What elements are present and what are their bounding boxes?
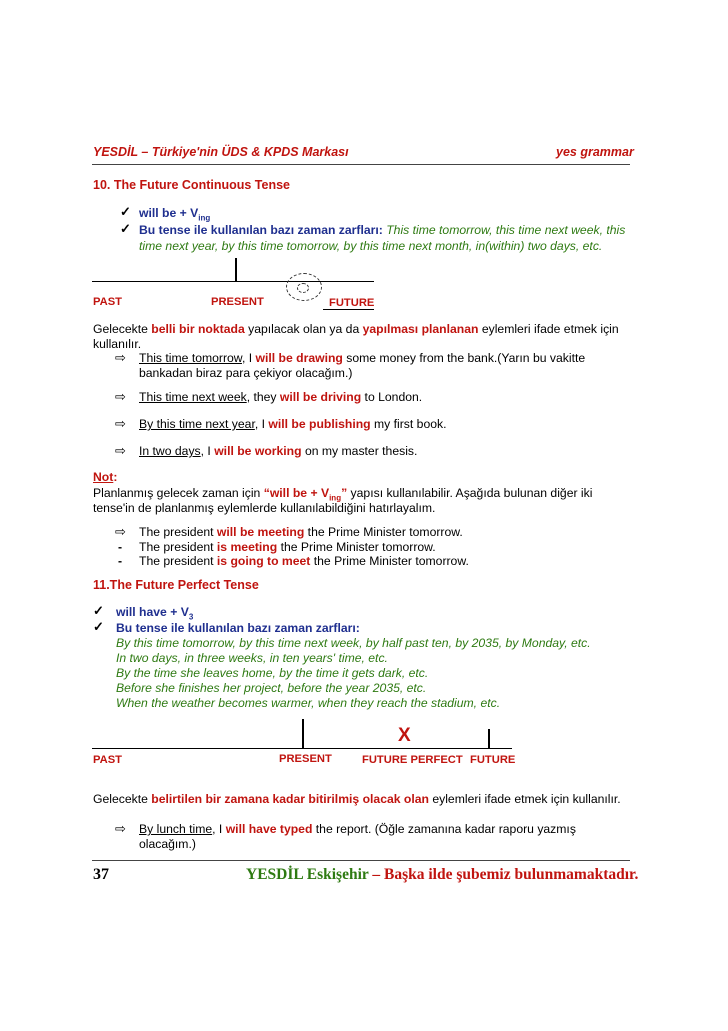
dash-marker: - <box>118 554 123 568</box>
arrow-icon: ⇨ <box>115 389 126 404</box>
s11-adverb-line-5: When the weather becomes warmer, when they reach the stadium, etc. <box>116 696 501 710</box>
s11-example-1-line2: olacağım.) <box>139 837 196 851</box>
s10-adverbs-line2: time next year, by this time tomorrow, by this time next month, in(within) two days, etc. <box>139 239 603 253</box>
present-tick <box>235 258 237 281</box>
s11-adverb-line-3: By the time she leaves home, by the time it gets dark, etc. <box>116 666 429 680</box>
footer-rule <box>92 860 630 861</box>
label-past: PAST <box>93 754 123 766</box>
check-icon: ✓ <box>120 221 131 236</box>
label-present: PRESENT <box>211 296 264 308</box>
s10-description-line1: Gelecekte belli bir noktada yapılacak olan ya da yapılması planlanan eylemleri ifade etmek için <box>93 322 619 336</box>
header-title: YESDİL – Türkiye'nin ÜDS & KPDS Markası <box>93 145 349 159</box>
arrow-icon: ⇨ <box>115 524 126 539</box>
arrow-icon: ⇨ <box>115 821 126 836</box>
present-tick <box>302 719 304 748</box>
header-rule <box>92 164 630 165</box>
completion-x-mark: X <box>398 725 411 746</box>
s11-adverbs-label: Bu tense ile kullanılan bazı zaman zarfları: <box>116 621 360 635</box>
s11-adverb-line-2: In two days, in three weeks, in ten years' time, etc. <box>116 651 388 665</box>
future-underline <box>323 309 374 310</box>
check-icon: ✓ <box>93 603 104 618</box>
note-label: Not: <box>93 470 118 484</box>
footer-text: YESDİL Eskişehir – Başka ilde şubemiz bulunmamaktadır. <box>246 866 639 883</box>
note-line1: Planlanmış gelecek zaman için “will be + $V_{ing}$” yapısı kullanılabilir. Aşağıda bulunan diğer iki <box>93 486 593 503</box>
arrow-icon: ⇨ <box>115 350 126 365</box>
s10-example-1-line2: bankadan biraz para çekiyor olacağım.) <box>139 366 353 380</box>
s10-description-line2: kullanılır. <box>93 337 142 351</box>
note-example-1: The president will be meeting the Prime Minister tomorrow. <box>139 525 463 539</box>
arrow-icon: ⇨ <box>115 416 126 431</box>
label-present: PRESENT <box>279 753 332 765</box>
note-example-3: The president is going to meet the Prime Minister tomorrow. <box>139 554 469 568</box>
s11-example-1: By lunch time, I will have typed the report. (Öğle zamanına kadar raporu yazmış <box>139 822 576 836</box>
check-icon: ✓ <box>120 204 131 219</box>
s10-example-2: This time next week, they will be driving to London. <box>139 390 423 404</box>
label-future-perfect: FUTURE PERFECT <box>362 754 463 766</box>
s11-adverb-line-1: By this time tomorrow, by this time next week, by half past ten, by 2035, by Monday, etc. <box>116 636 591 650</box>
s10-formula: will be + $V_{ing}$ <box>139 206 211 223</box>
note-line2: tense'in de planlanmış eylemlerde kullanılabildiğini hatırlayalım. <box>93 501 436 515</box>
section-10-title: 10. The Future Continuous Tense <box>93 178 291 192</box>
label-future: FUTURE <box>470 754 516 766</box>
check-icon: ✓ <box>93 619 104 634</box>
timeline-axis <box>92 281 374 282</box>
future-point-dashed-dot <box>297 283 309 293</box>
s11-description: Gelecekte belirtilen bir zamana kadar bitirilmiş olacak olan eylemleri ifade etmek için kullanılır. <box>93 792 621 806</box>
s10-example-3: By this time next year, I will be publishing my first book. <box>139 417 447 431</box>
timeline-axis <box>92 748 512 749</box>
label-future: FUTURE <box>329 297 375 309</box>
header-right: yes grammar <box>556 145 634 159</box>
arrow-icon: ⇨ <box>115 443 126 458</box>
s10-example-4: In two days, I will be working on my master thesis. <box>139 444 418 458</box>
s11-adverb-line-4: Before she finishes her project, before the year 2035, etc. <box>116 681 427 695</box>
section-11-title: 11.The Future Perfect Tense <box>93 578 259 592</box>
label-past: PAST <box>93 296 123 308</box>
note-example-2: The president is meeting the Prime Minister tomorrow. <box>139 540 436 554</box>
s10-adverbs-line1: Bu tense ile kullanılan bazı zaman zarfları: This time tomorrow, this time next week, this <box>139 223 626 237</box>
dash-marker: - <box>118 540 123 554</box>
page-number: 37 <box>93 866 109 883</box>
future-tick <box>488 729 490 748</box>
s11-formula: will have + $V_3$ <box>116 605 194 622</box>
s10-example-1: This time tomorrow, I will be drawing some money from the bank.(Yarın bu vakitte <box>139 351 586 365</box>
